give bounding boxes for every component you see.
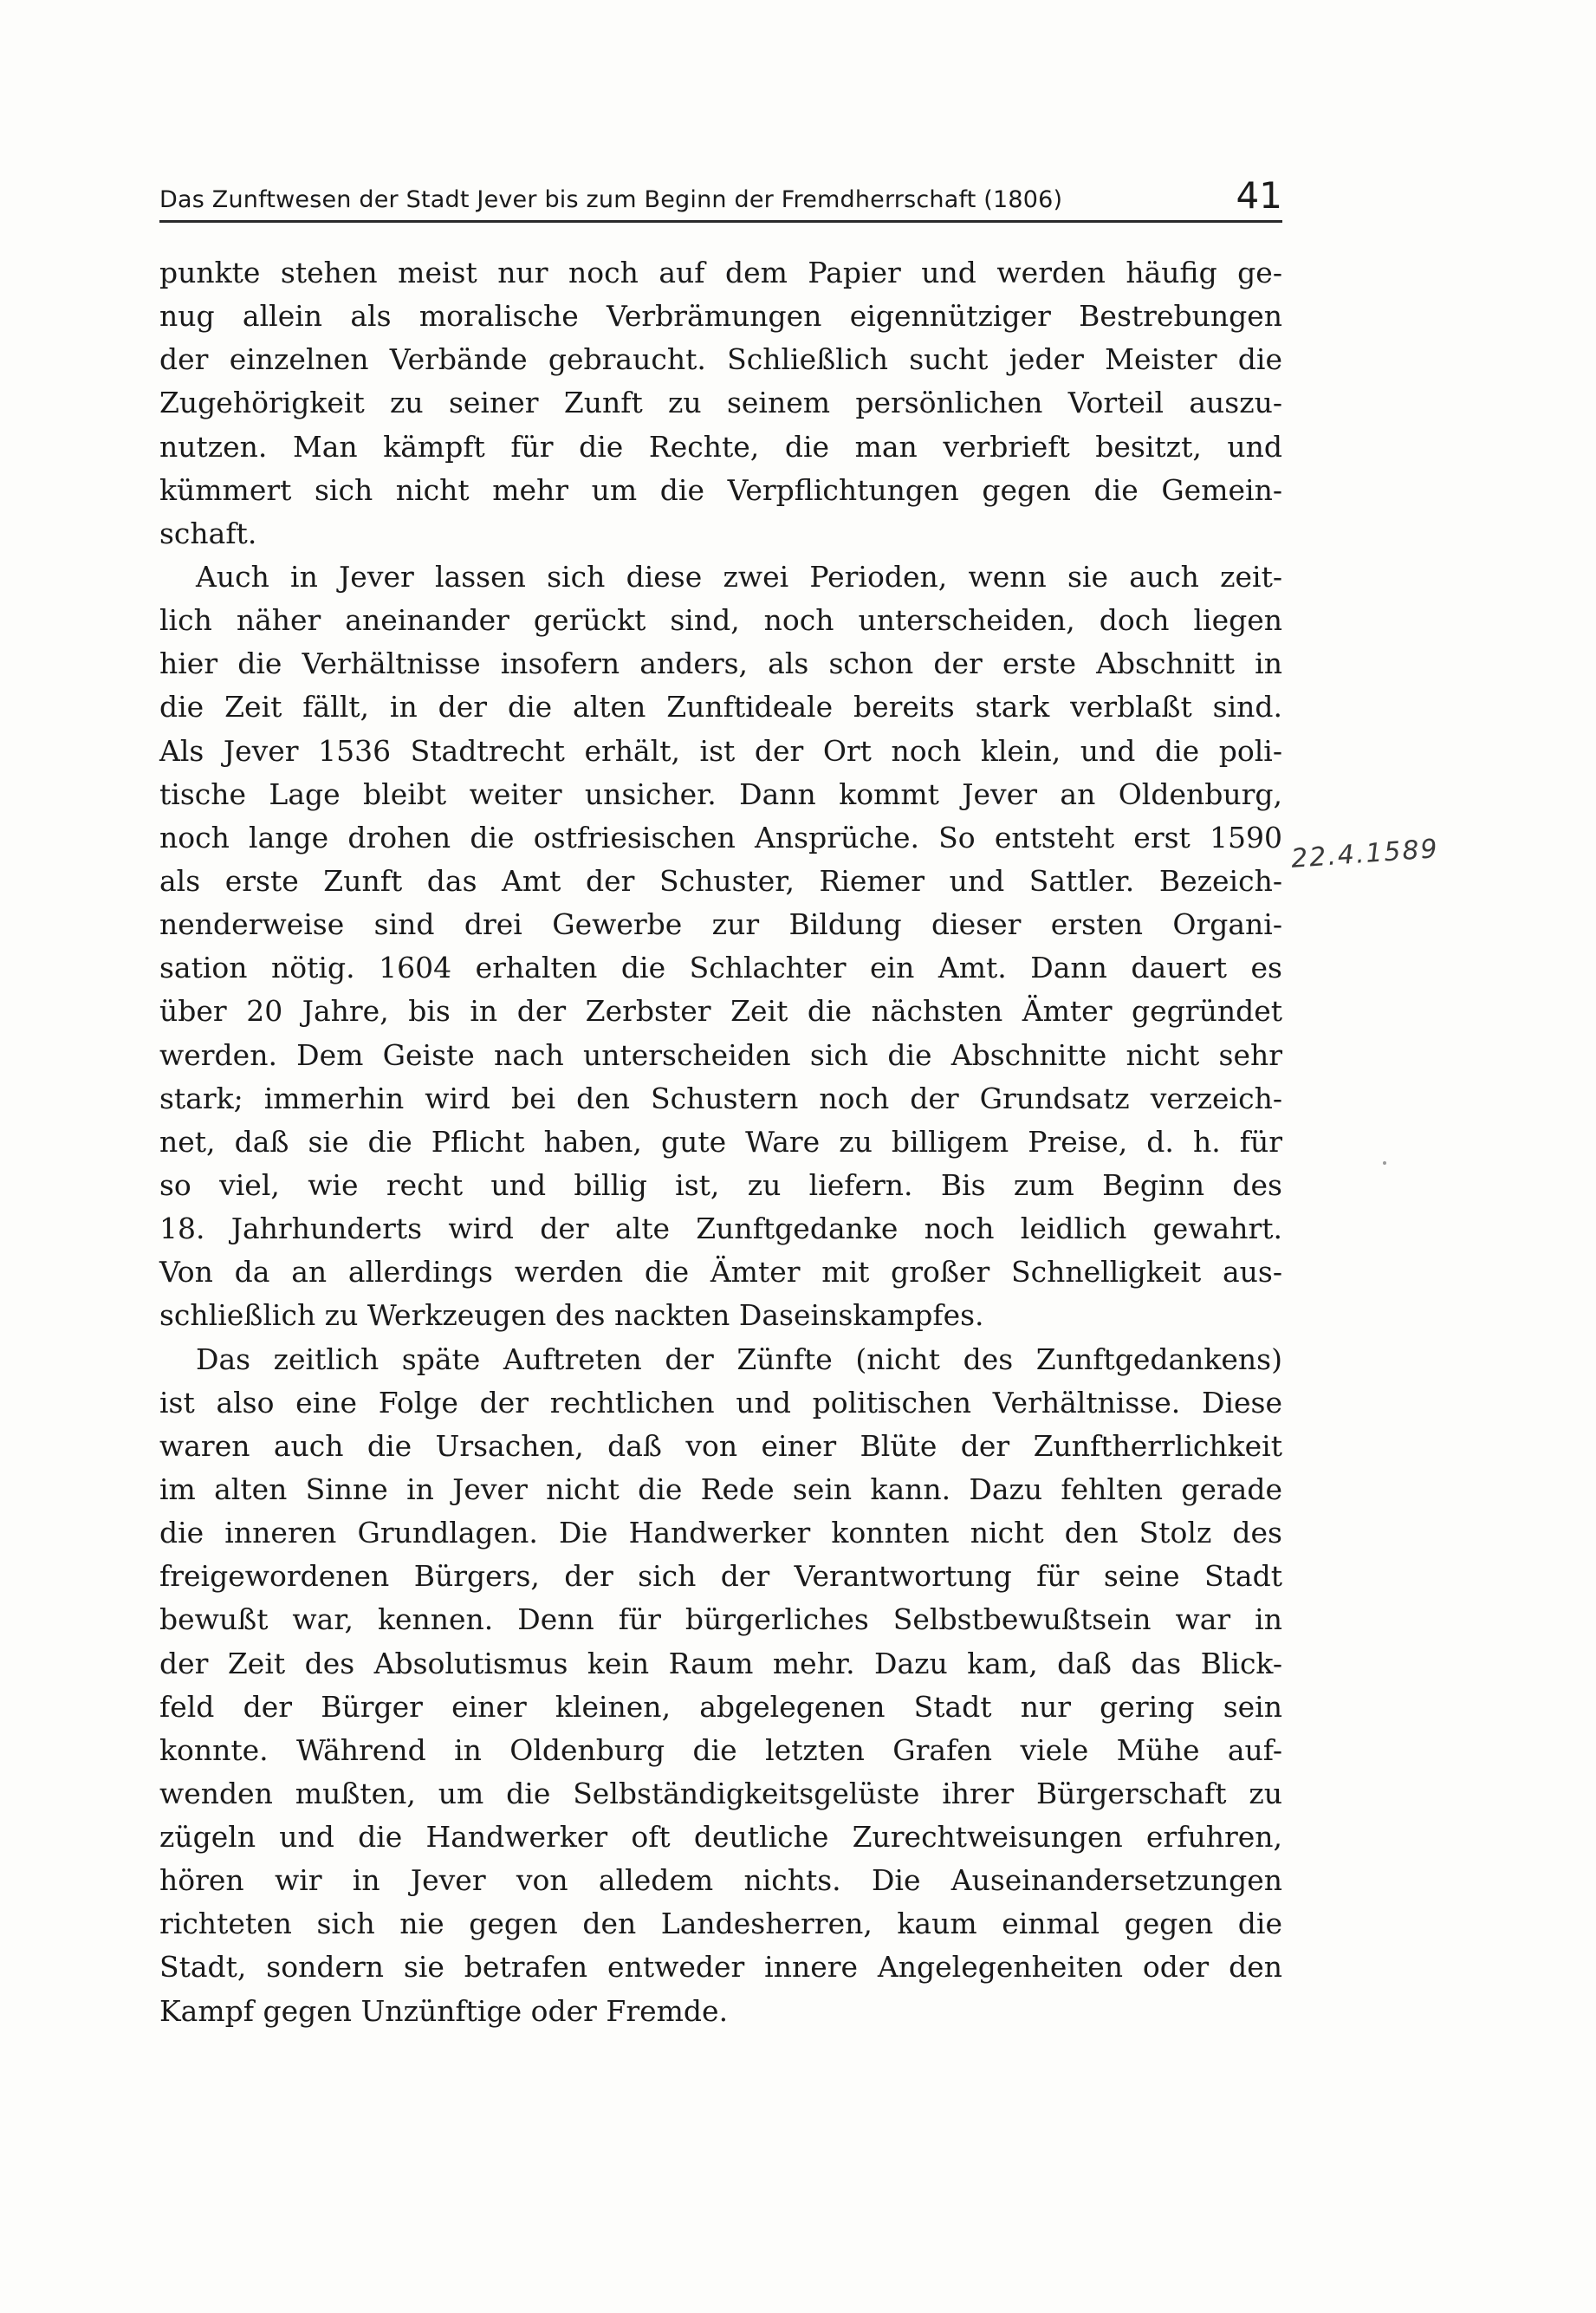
text-line: tische Lage bleibt weiter unsicher. Dann kommt Jever an Oldenburg,: [159, 776, 1282, 811]
text-line: nenderweise sind drei Gewerbe zur Bildung dieser ersten Organi-: [159, 907, 1282, 942]
text-line: ist also eine Folge der rechtlichen und politischen Verhältnisse. Diese: [159, 1385, 1282, 1420]
text-line: der Zeit des Absolutismus kein Raum mehr. Dazu kam, daß das Blick-: [159, 1646, 1282, 1680]
page-header: [159, 168, 1282, 223]
text-line: net, daß sie die Pflicht haben, gute Ware zu billigem Preise, d. h. für: [159, 1124, 1282, 1159]
text-line: feld der Bürger einer kleinen, abgelegenen Stadt nur gering sein: [159, 1689, 1282, 1724]
handwritten-margin-note: 22.4.1589: [1289, 834, 1440, 874]
text-line: Das zeitlich späte Auftreten der Zünfte (nicht des Zunftgedankens): [196, 1342, 1282, 1376]
text-line: hier die Verhältnisse insofern anders, als schon der erste Abschnitt in: [159, 646, 1282, 681]
text-line: Als Jever 1536 Stadtrecht erhält, ist der Ort noch klein, und die poli-: [159, 733, 1282, 768]
text-line: Zugehörigkeit zu seiner Zunft zu seinem persönlichen Vorteil auszu-: [159, 386, 1282, 420]
text-line: so viel, wie recht und billig ist, zu liefern. Bis zum Beginn des: [159, 1167, 1282, 1202]
text-line: zügeln und die Handwerker oft deutliche Zurechtweisungen erfuhren,: [159, 1820, 1282, 1855]
text-line: wenden mußten, um die Selbständigkeitsgelüste ihrer Bürgerschaft zu: [159, 1776, 1282, 1810]
text-line: schaft.: [159, 516, 257, 550]
text-line: über 20 Jahre, bis in der Zerbster Zeit die nächsten Ämter gegründet: [159, 994, 1282, 1029]
text-line: nutzen. Man kämpft für die Rechte, die man verbrieft besitzt, und: [159, 429, 1282, 464]
text-line: freigewordenen Bürgers, der sich der Verantwortung für seine Stadt: [159, 1559, 1282, 1594]
text-line: Auch in Jever lassen sich diese zwei Perioden, wenn sie auch zeit-: [196, 559, 1282, 594]
text-line: die inneren Grundlagen. Die Handwerker konnten nicht den Stolz des: [159, 1516, 1282, 1550]
paper-speck: [1383, 1161, 1386, 1165]
text-line: schließlich zu Werkzeugen des nackten Daseinskampfes.: [159, 1298, 984, 1333]
page-number: 41: [1236, 174, 1282, 217]
text-line: kümmert sich nicht mehr um die Verpflichtungen gegen die Gemein-: [159, 472, 1282, 507]
text-line: hören wir in Jever von alledem nichts. Die Auseinandersetzungen: [159, 1863, 1282, 1898]
text-line: punkte stehen meist nur noch auf dem Papier und werden häufig ge-: [159, 256, 1282, 289]
text-line: 18. Jahrhunderts wird der alte Zunftgedanke noch leidlich gewahrt.: [159, 1212, 1282, 1246]
text-line: im alten Sinne in Jever nicht die Rede sein kann. Dazu fehlten gerade: [159, 1472, 1282, 1506]
text-line: die Zeit fällt, in der die alten Zunftideale bereits stark verblaßt sind.: [159, 690, 1282, 724]
text-line: bewußt war, kennen. Denn für bürgerliches Selbstbewußtsein war in: [159, 1602, 1282, 1637]
body-text: [159, 251, 1282, 2033]
text-line: richteten sich nie gegen den Landesherren, kaum einmal gegen die: [159, 1907, 1282, 1941]
text-line: sation nötig. 1604 erhalten die Schlachter ein Amt. Dann dauert es: [159, 951, 1282, 985]
text-line: stark; immerhin wird bei den Schustern noch der Grundsatz verzeich-: [159, 1081, 1282, 1115]
text-line: konnte. Während in Oldenburg die letzten Grafen viele Mühe auf-: [159, 1732, 1282, 1767]
text-line: der einzelnen Verbände gebraucht. Schließlich sucht jeder Meister die: [159, 342, 1282, 377]
text-line: Kampf gegen Unzünftige oder Fremde.: [159, 1993, 729, 2028]
text-line: waren auch die Ursachen, daß von einer Blüte der Zunftherrlichkeit: [159, 1428, 1282, 1463]
text-line: Stadt, sondern sie betrafen entweder innere Angelegenheiten oder den: [159, 1950, 1282, 1985]
text-line: als erste Zunft das Amt der Schuster, Riemer und Sattler. Bezeich-: [159, 863, 1282, 898]
running-title: Das Zunftwesen der Stadt Jever bis zum Beginn der Fremdherrschaft (1806): [159, 186, 1063, 213]
text-line: nug allein als moralische Verbrämungen eigennütziger Bestrebungen: [159, 299, 1282, 334]
text-line: werden. Dem Geiste nach unterscheiden sich die Abschnitte nicht sehr: [159, 1037, 1282, 1072]
text-line: Von da an allerdings werden die Ämter mit großer Schnelligkeit aus-: [159, 1255, 1282, 1290]
text-line: lich näher aneinander gerückt sind, noch unterscheiden, doch liegen: [159, 603, 1282, 638]
text-line: noch lange drohen die ostfriesischen Ansprüche. So entsteht erst 1590: [159, 820, 1282, 854]
